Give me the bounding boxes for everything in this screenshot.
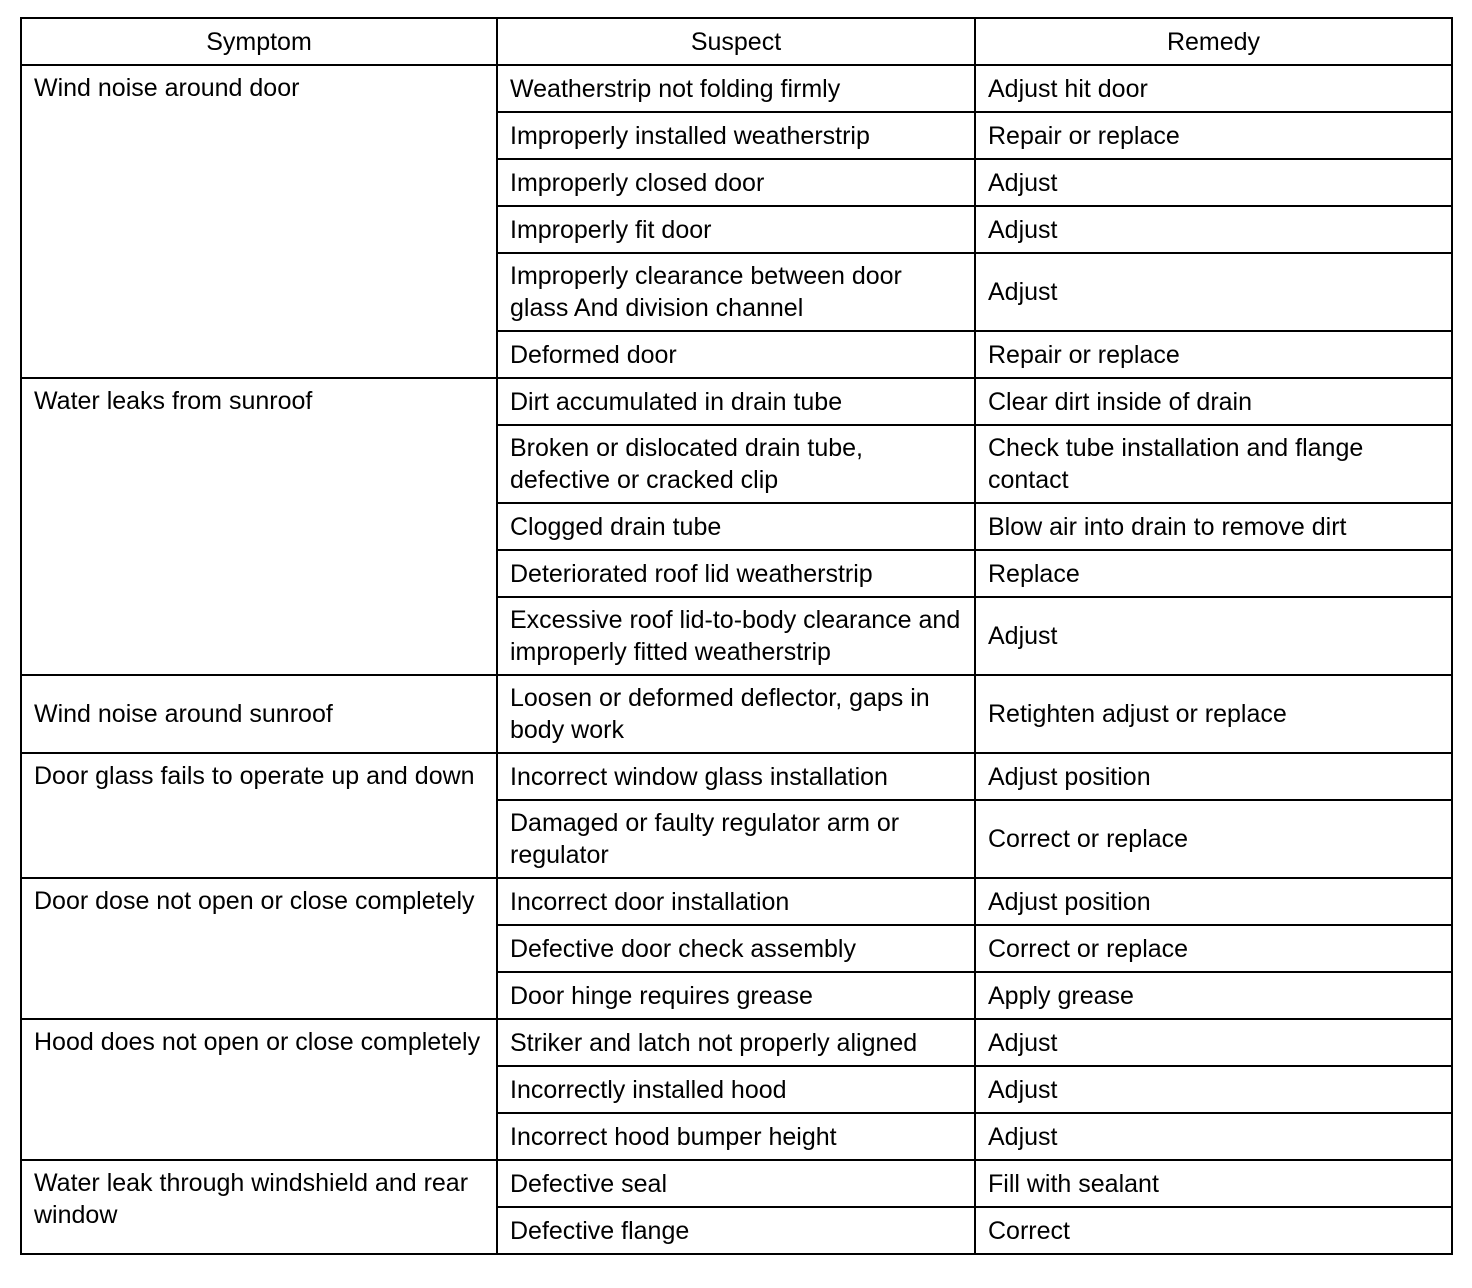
symptom-cell: Water leaks from sunroof <box>21 378 497 675</box>
remedy-cell: Correct <box>975 1207 1452 1254</box>
suspect-cell: Clogged drain tube <box>497 503 975 550</box>
remedy-cell: Clear dirt inside of drain <box>975 378 1452 425</box>
remedy-cell: Adjust <box>975 1113 1452 1160</box>
remedy-cell: Adjust position <box>975 753 1452 800</box>
suspect-cell: Excessive roof lid-to-body clearance and improperly fitted weatherstrip <box>497 597 975 675</box>
suspect-cell: Striker and latch not properly aligned <box>497 1019 975 1066</box>
suspect-cell: Deteriorated roof lid weatherstrip <box>497 550 975 597</box>
troubleshooting-table-container <box>20 17 1453 1255</box>
troubleshooting-table <box>20 17 1453 1255</box>
symptom-cell: Water leak through windshield and rear window <box>21 1160 497 1254</box>
suspect-cell: Defective door check assembly <box>497 925 975 972</box>
remedy-cell: Replace <box>975 550 1452 597</box>
suspect-cell: Weatherstrip not folding firmly <box>497 65 975 112</box>
suspect-cell: Improperly closed door <box>497 159 975 206</box>
symptom-cell: Wind noise around sunroof <box>21 675 497 753</box>
remedy-cell: Adjust <box>975 597 1452 675</box>
suspect-column-header: Suspect <box>497 18 975 65</box>
remedy-cell: Adjust <box>975 253 1452 331</box>
suspect-cell: Loosen or deformed deflector, gaps in body work <box>497 675 975 753</box>
remedy-cell: Adjust position <box>975 878 1452 925</box>
suspect-cell: Improperly fit door <box>497 206 975 253</box>
table-row <box>21 1019 1452 1066</box>
suspect-cell: Door hinge requires grease <box>497 972 975 1019</box>
table-row <box>21 753 1452 800</box>
suspect-cell: Incorrect window glass installation <box>497 753 975 800</box>
remedy-cell: Adjust hit door <box>975 65 1452 112</box>
symptom-cell: Door dose not open or close completely <box>21 878 497 1019</box>
symptom-cell: Hood does not open or close completely <box>21 1019 497 1160</box>
symptom-cell: Door glass fails to operate up and down <box>21 753 497 878</box>
suspect-cell: Dirt accumulated in drain tube <box>497 378 975 425</box>
remedy-cell: Correct or replace <box>975 925 1452 972</box>
table-row <box>21 65 1452 112</box>
suspect-cell: Damaged or faulty regulator arm or regulator <box>497 800 975 878</box>
symptom-cell: Wind noise around door <box>21 65 497 378</box>
remedy-cell: Apply grease <box>975 972 1452 1019</box>
suspect-cell: Broken or dislocated drain tube, defective or cracked clip <box>497 425 975 503</box>
table-row <box>21 1160 1452 1207</box>
suspect-cell: Defective flange <box>497 1207 975 1254</box>
table-row <box>21 675 1452 753</box>
remedy-cell: Adjust <box>975 206 1452 253</box>
remedy-cell: Adjust <box>975 159 1452 206</box>
remedy-cell: Fill with sealant <box>975 1160 1452 1207</box>
table-row <box>21 378 1452 425</box>
remedy-cell: Repair or replace <box>975 331 1452 378</box>
remedy-cell: Retighten adjust or replace <box>975 675 1452 753</box>
suspect-cell: Incorrectly installed hood <box>497 1066 975 1113</box>
table-row <box>21 878 1452 925</box>
remedy-cell: Adjust <box>975 1066 1452 1113</box>
suspect-cell: Defective seal <box>497 1160 975 1207</box>
suspect-cell: Improperly clearance between door glass And division channel <box>497 253 975 331</box>
suspect-cell: Deformed door <box>497 331 975 378</box>
header-row <box>21 18 1452 65</box>
suspect-cell: Incorrect door installation <box>497 878 975 925</box>
remedy-cell: Repair or replace <box>975 112 1452 159</box>
remedy-cell: Check tube installation and flange contact <box>975 425 1452 503</box>
suspect-cell: Improperly installed weatherstrip <box>497 112 975 159</box>
suspect-cell: Incorrect hood bumper height <box>497 1113 975 1160</box>
remedy-column-header: Remedy <box>975 18 1452 65</box>
symptom-column-header: Symptom <box>21 18 497 65</box>
remedy-cell: Adjust <box>975 1019 1452 1066</box>
remedy-cell: Correct or replace <box>975 800 1452 878</box>
remedy-cell: Blow air into drain to remove dirt <box>975 503 1452 550</box>
